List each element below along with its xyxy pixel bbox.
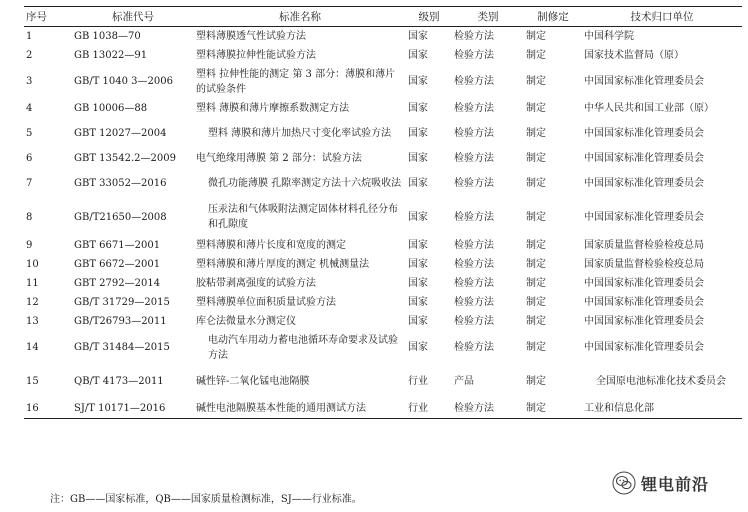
standard-code: GBT 12027—2004 <box>74 127 167 139</box>
standard-authority: 中国国家标准化管理委员会 <box>584 296 704 308</box>
watermark <box>612 471 709 495</box>
standard-level: 国家 <box>408 258 428 270</box>
table-footnote: 注：GB——国家标准，QB——国家质量检测标准，SJ——行业标准。 <box>50 494 362 505</box>
row-number: 16 <box>24 399 72 419</box>
standard-revision-type: 制定 <box>526 127 546 139</box>
standard-authority: 中国国家标准化管理委员会 <box>584 76 704 87</box>
row-number: 4 <box>26 102 33 114</box>
standard-revision-type: 制定 <box>526 177 546 189</box>
standard-category: 检验方法 <box>454 102 494 114</box>
standard-name: 塑料薄膜和薄片长度和宽度的测定 <box>196 239 346 251</box>
header-category: 类别 <box>452 7 524 27</box>
header-unit: 技术归口单位 <box>582 7 742 27</box>
standard-revision-type: 制定 <box>526 102 546 114</box>
row-number: 1 <box>26 30 33 42</box>
standard-revision-type: 制定 <box>526 315 546 327</box>
standard-category: 检验方法 <box>454 296 494 308</box>
standard-code: GB/T21650—2008 <box>74 211 167 223</box>
standard-name: 电动汽车用动力蓄电池循环寿命要求及试验方法 <box>208 334 398 361</box>
standard-authority: 中国国家标准化管理委员会 <box>584 315 704 327</box>
standard-code: GB 10006—88 <box>74 102 148 114</box>
standard-code: GBT 33052—2016 <box>74 177 167 189</box>
standard-code: GBT 2792—2014 <box>74 277 161 289</box>
header-code: 标准代号 <box>72 7 194 27</box>
standard-authority: 中国国家标准化管理委员会 <box>584 211 704 223</box>
standard-level: 国家 <box>408 30 428 42</box>
standard-authority: 中华人民共和国工业部（原） <box>584 102 714 114</box>
wechat-icon <box>612 471 636 495</box>
standard-revision-type: 制定 <box>526 30 546 42</box>
standard-authority: 中国国家标准化管理委员会 <box>584 277 704 289</box>
standard-name: 压汞法和气体吸附法测定固体材料孔径分布和孔隙度 <box>208 204 398 230</box>
table-row <box>24 331 742 365</box>
standard-authority: 国家质量监督检验检疫总局 <box>584 239 704 251</box>
row-number: 14 <box>26 342 39 353</box>
standard-authority: 国家质量监督检验检疫总局 <box>584 258 704 270</box>
standard-authority: 国家技术监督局（原） <box>584 49 684 61</box>
table-row <box>24 399 742 419</box>
table-row <box>24 199 742 236</box>
standard-level: 国家 <box>408 49 428 61</box>
table-row <box>24 312 742 331</box>
standard-name: 胶粘带剥离强度的试验方法 <box>196 277 316 289</box>
table-row <box>24 255 742 274</box>
standard-level: 国家 <box>408 277 428 289</box>
row-number: 15 <box>26 376 39 387</box>
standard-code: GB/T 31484—2015 <box>74 342 170 353</box>
standard-category: 检验方法 <box>454 49 494 61</box>
table-row <box>24 65 742 99</box>
row-number: 10 <box>26 258 39 270</box>
standard-authority: 中国科学院 <box>584 30 634 42</box>
row-number: 6 <box>26 152 33 164</box>
row-number: 12 <box>26 296 39 308</box>
standard-level: 国家 <box>408 296 428 308</box>
table-row <box>24 274 742 293</box>
standard-category: 检验方法 <box>454 30 494 42</box>
standard-name: 塑料薄膜和薄片厚度的测定 机械测量法 <box>196 258 370 270</box>
standard-revision-type: 制定 <box>526 211 546 223</box>
table-row <box>24 168 742 199</box>
standard-category: 检验方法 <box>452 399 524 419</box>
standard-code: SJ/T 10171—2016 <box>72 399 194 419</box>
standard-level: 国家 <box>408 152 428 164</box>
standard-code: GB/T26793—2011 <box>74 315 167 327</box>
standards-table <box>24 6 742 419</box>
standard-level: 国家 <box>408 102 428 114</box>
standard-authority: 中国国家标准化管理委员会 <box>584 152 704 164</box>
table-row <box>24 27 742 46</box>
standard-revision-type: 制定 <box>526 376 546 387</box>
table-header-row <box>24 7 742 27</box>
standard-revision-type: 制定 <box>526 49 546 61</box>
standard-level: 行业 <box>406 399 452 419</box>
header-type: 制修定 <box>524 7 582 27</box>
table-row <box>24 293 742 312</box>
row-number: 2 <box>26 49 33 61</box>
standard-code: GB 1038—70 <box>74 30 141 42</box>
standard-authority: 中国国家标准化管理委员会 <box>584 127 704 139</box>
row-number: 13 <box>26 315 39 327</box>
standard-name: 塑料 薄膜和薄片加热尺寸变化率试验方法 <box>208 127 392 139</box>
standard-authority: 中国国家标准化管理委员会 <box>584 177 704 189</box>
row-number: 3 <box>26 76 33 87</box>
table-row <box>24 46 742 65</box>
standard-level: 国家 <box>408 315 428 327</box>
standard-category: 检验方法 <box>454 239 494 251</box>
standard-level: 行业 <box>408 376 428 387</box>
standard-authority: 工业和信息化部 <box>582 399 742 419</box>
standard-code: GBT 13542.2—2009 <box>74 152 176 164</box>
standard-revision-type: 制定 <box>526 152 546 164</box>
standard-category: 检验方法 <box>454 342 494 353</box>
standard-revision-type: 制定 <box>526 342 546 353</box>
standard-name: 塑料薄膜透气性试验方法 <box>196 30 306 42</box>
standard-code: GBT 6672—2001 <box>74 258 161 270</box>
standard-name: 碱性电池隔膜基本性能的通用测试方法 <box>194 399 406 419</box>
standard-revision-type: 制定 <box>526 239 546 251</box>
standard-name: 微孔功能薄膜 孔隙率测定方法十六烷吸收法 <box>208 177 402 189</box>
row-number: 5 <box>26 127 33 139</box>
header-name: 标准名称 <box>194 7 406 27</box>
row-number: 8 <box>26 211 33 223</box>
standard-revision-type: 制定 <box>526 76 546 87</box>
table-row <box>24 118 742 149</box>
table-row <box>24 236 742 255</box>
standard-category: 检验方法 <box>454 177 494 189</box>
table-row <box>24 365 742 399</box>
standard-name: 塑料薄膜拉伸性能试验方法 <box>196 49 316 61</box>
standard-code: GB/T 31729—2015 <box>74 296 170 308</box>
standard-level: 国家 <box>408 342 428 353</box>
standard-category: 检验方法 <box>454 277 494 289</box>
table-row <box>24 99 742 118</box>
standard-authority: 全国原电池标准化技术委员会 <box>596 376 726 387</box>
standard-category: 检验方法 <box>454 152 494 164</box>
standard-revision-type: 制定 <box>524 399 582 419</box>
standard-name: 库仑法微量水分测定仪 <box>196 315 296 327</box>
standard-name: 碱性锌-二氧化锰电池隔膜 <box>196 376 310 387</box>
standard-level: 国家 <box>408 177 428 189</box>
standard-name: 电气绝缘用薄膜 第 2 部分：试验方法 <box>196 152 362 164</box>
standard-level: 国家 <box>408 211 428 223</box>
standard-name: 塑料 薄膜和薄片摩擦系数测定方法 <box>196 102 350 114</box>
standard-level: 国家 <box>408 76 428 87</box>
standard-level: 国家 <box>408 127 428 139</box>
standard-category: 检验方法 <box>454 211 494 223</box>
standard-category: 检验方法 <box>454 76 494 87</box>
watermark-text: 锂电前沿 <box>641 474 710 494</box>
row-number: 11 <box>26 277 39 289</box>
standard-authority: 中国国家标准化管理委员会 <box>584 342 704 353</box>
row-number: 7 <box>26 177 33 189</box>
standard-category: 检验方法 <box>454 258 494 270</box>
header-level: 级别 <box>406 7 452 27</box>
standard-name: 塑料薄膜单位面积质量试验方法 <box>196 296 336 308</box>
row-number: 9 <box>26 239 33 251</box>
standard-revision-type: 制定 <box>526 258 546 270</box>
standard-category: 检验方法 <box>454 127 494 139</box>
standard-revision-type: 制定 <box>526 296 546 308</box>
standard-code: GB/T 1040 3—2006 <box>74 76 173 87</box>
standard-code: QB/T 4173—2011 <box>74 376 164 387</box>
table-row <box>24 149 742 168</box>
standard-name: 塑料 拉伸性能的测定 第 3 部分：薄膜和薄片的试验条件 <box>196 68 396 95</box>
standard-level: 国家 <box>408 239 428 251</box>
standard-code: GB 13022—91 <box>74 49 148 61</box>
standard-category: 产品 <box>454 376 474 387</box>
standard-code: GBT 6671—2001 <box>74 239 161 251</box>
header-no: 序号 <box>24 7 72 27</box>
standard-category: 检验方法 <box>454 315 494 327</box>
standard-revision-type: 制定 <box>526 277 546 289</box>
